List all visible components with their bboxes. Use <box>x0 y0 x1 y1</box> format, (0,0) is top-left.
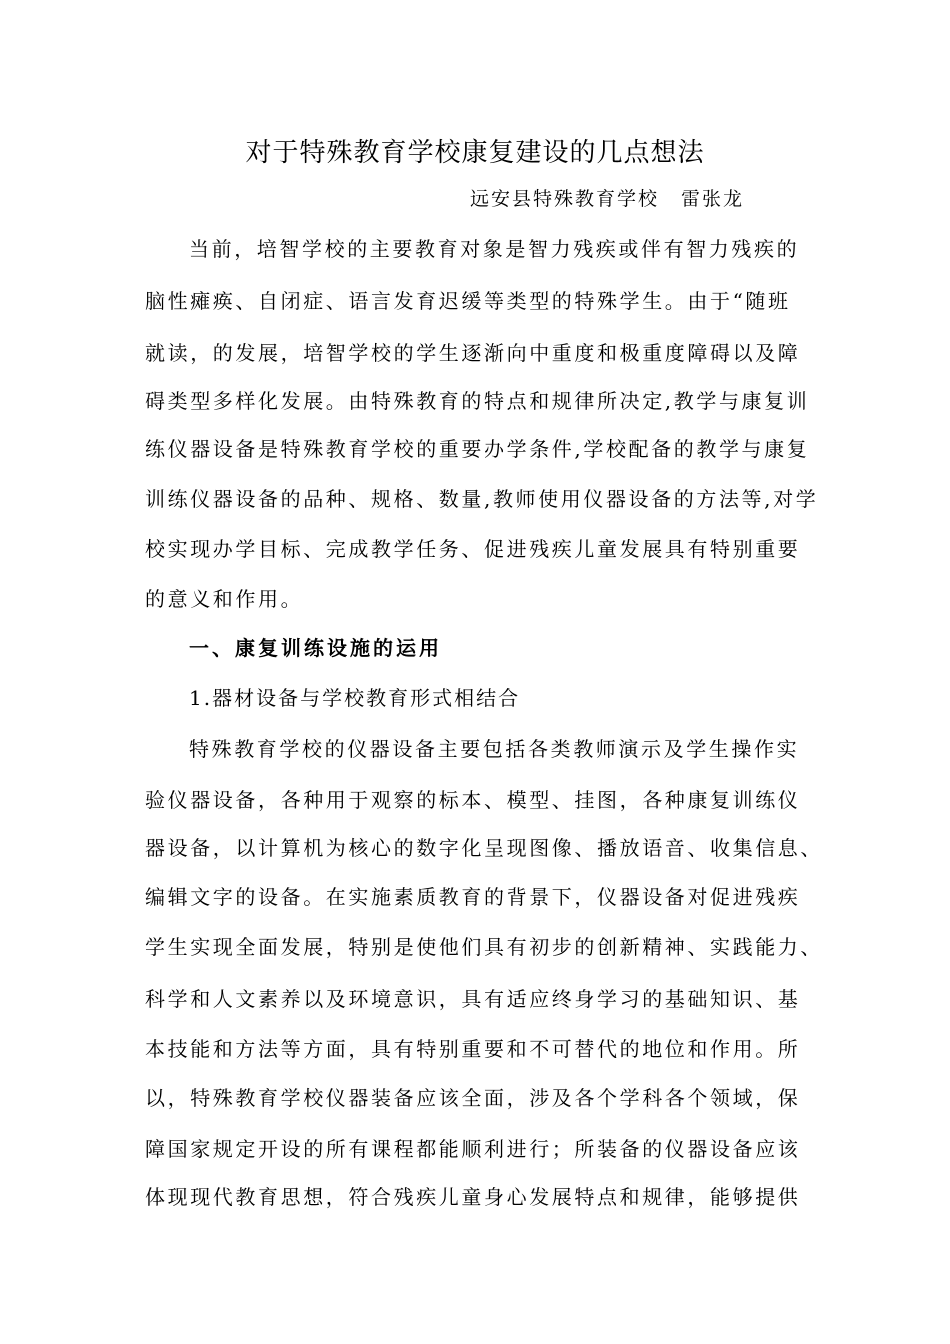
paragraph-line: 当前，培智学校的主要教育对象是智力残疾或伴有智力残疾的 <box>189 237 800 261</box>
paragraph-line: 验仪器设备，各种用于观察的标本、模型、挂图，各种康复训练仪 <box>145 788 801 812</box>
paragraph-line: 校实现办学目标、完成教学任务、促进残疾儿童发展具有特别重要 <box>145 537 801 561</box>
paragraph-line: 特殊教育学校的仪器设备主要包括各类教师演示及学生操作实 <box>189 737 800 761</box>
paragraph-line: 以，特殊教育学校仪器装备应该全面，涉及各个学科各个领域，保 <box>145 1086 801 1110</box>
subsection-heading: 1.器材设备与学校教育形式相结合 <box>189 686 521 710</box>
author-school: 远安县特殊教育学校 <box>470 188 660 210</box>
author-name: 雷张龙 <box>681 188 745 210</box>
paragraph-line: 训练仪器设备的品种、规格、数量,教师使用仪器设备的方法等,对学 <box>145 487 819 511</box>
paragraph-line: 碍类型多样化发展。由特殊教育的特点和规律所决定,教学与康复训 <box>145 389 810 413</box>
document-title: 对于特殊教育学校康复建设的几点想法 <box>245 138 705 168</box>
paragraph-line: 就读，的发展，培智学校的学生逐渐向中重度和极重度障碍以及障 <box>145 341 801 365</box>
paragraph-line: 的意义和作用。 <box>145 587 304 611</box>
paragraph-line: 练仪器设备是特殊教育学校的重要办学条件,学校配备的教学与康复 <box>145 437 810 461</box>
paragraph-line: 脑性瘫痪、自闭症、语言发育迟缓等类型的特殊学生。由于“随班 <box>145 289 791 313</box>
paragraph-line: 体现现代教育思想，符合残疾儿童身心发展特点和规律，能够提供 <box>145 1185 801 1209</box>
paragraph-line: 本技能和方法等方面，具有特别重要和不可替代的地位和作用。所 <box>145 1037 801 1061</box>
paragraph-line: 学生实现全面发展，特别是使他们具有初步的创新精神、实践能力、 <box>145 935 823 959</box>
section-heading: 一、康复训练设施的运用 <box>189 636 442 660</box>
paragraph-line: 器设备，以计算机为核心的数字化呈现图像、播放语音、收集信息、 <box>145 836 823 860</box>
paragraph-line: 障国家规定开设的所有课程都能顺利进行；所装备的仪器设备应该 <box>145 1137 801 1161</box>
paragraph-line: 科学和人文素养以及环境意识，具有适应终身学习的基础知识、基 <box>145 987 801 1011</box>
author-line <box>470 184 744 214</box>
paragraph-line: 编辑文字的设备。在实施素质教育的背景下，仪器设备对促进残疾 <box>145 885 801 909</box>
